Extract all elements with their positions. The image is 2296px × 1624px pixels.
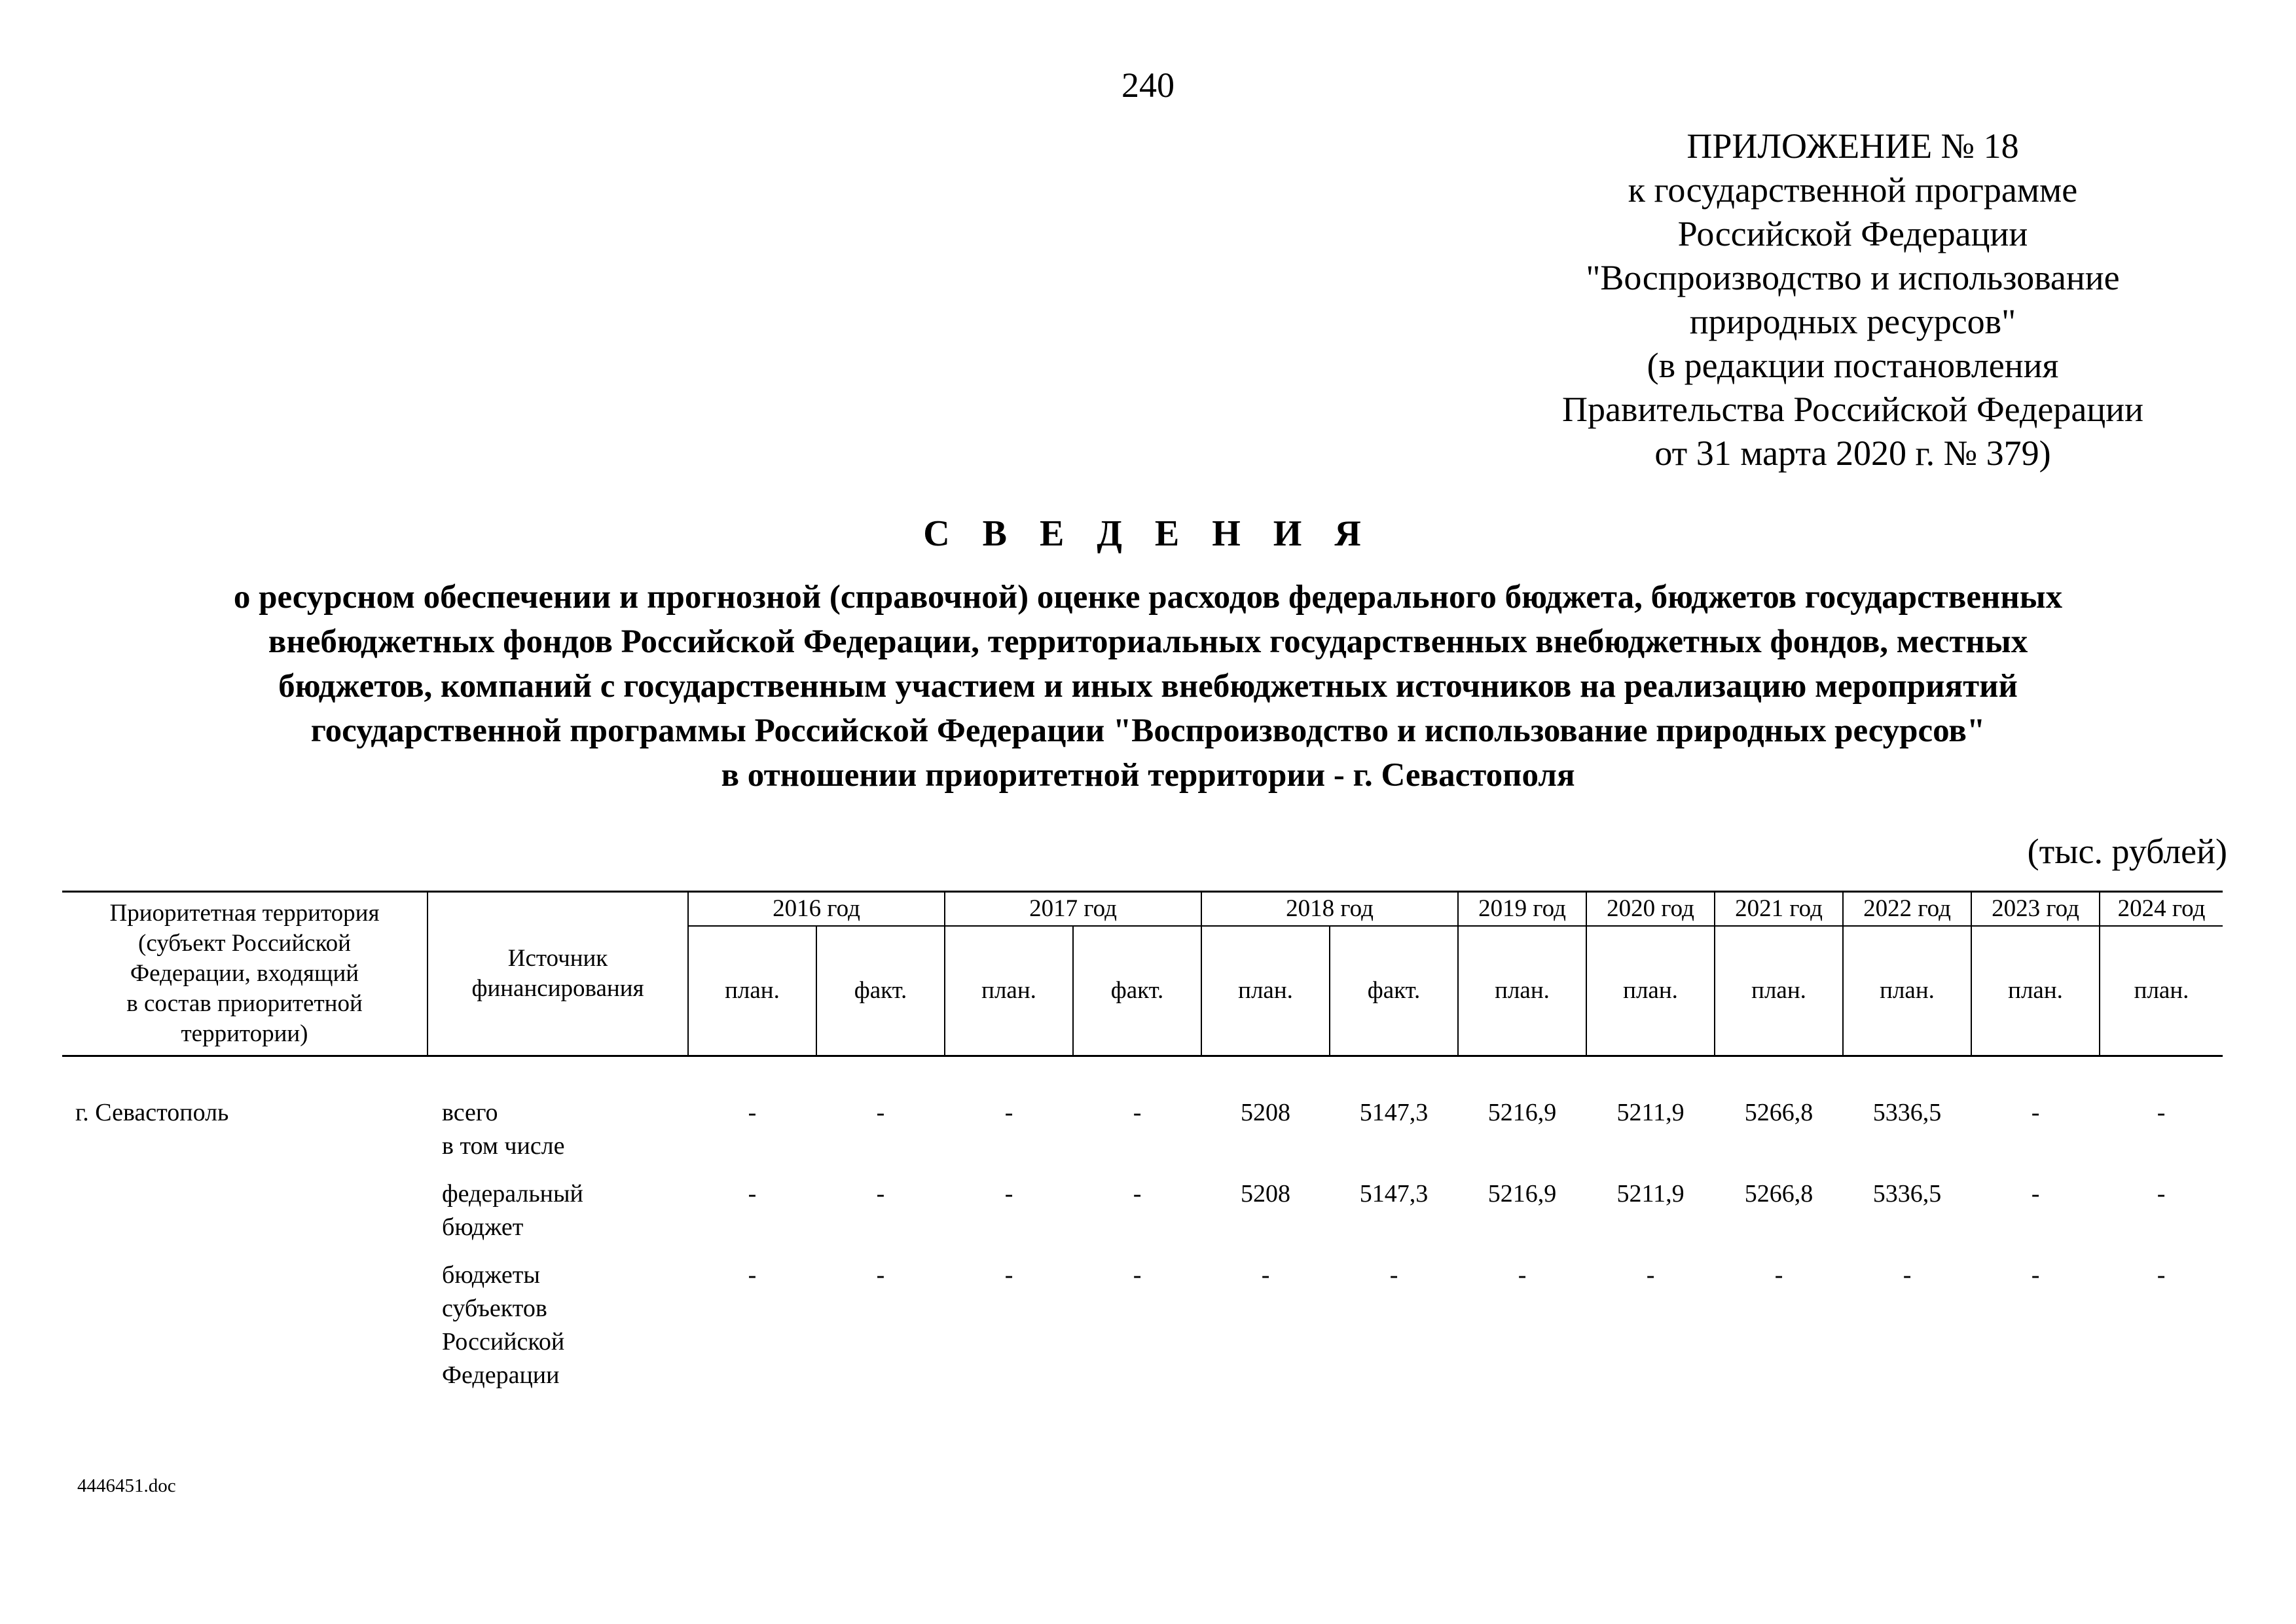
- funding-table: [62, 891, 2223, 1407]
- value-cell: -: [748, 1099, 757, 1126]
- header-kind: план.: [2100, 926, 2223, 1056]
- value-cell: -: [748, 1180, 757, 1208]
- value-cell: -: [2157, 1261, 2166, 1289]
- subtitle-line: внебюджетных фондов Российской Федерации, территориальных государственных внебюджетных фондов, местных: [268, 623, 2028, 660]
- funding-table-wrapper: [62, 891, 2223, 1407]
- value-cell: 5216,9: [1487, 1099, 1557, 1126]
- header-territory-line: Федерации, входящий: [130, 960, 359, 987]
- source-line: Российской: [442, 1328, 565, 1356]
- header-kind: план.: [1586, 926, 1715, 1056]
- value-cell: -: [1004, 1099, 1013, 1126]
- header-year-2023: 2023 год: [1971, 892, 2100, 927]
- source-line: в том числе: [442, 1132, 565, 1160]
- header-year-2022: 2022 год: [1843, 892, 1971, 927]
- header-territory-line: территории): [181, 1020, 308, 1047]
- value-cell: -: [876, 1099, 885, 1126]
- value-cell: 5208: [1241, 1180, 1291, 1208]
- appendix-line: "Воспроизводство и использование: [1586, 258, 2120, 297]
- appendix-line: ПРИЛОЖЕНИЕ № 18: [1686, 126, 2019, 166]
- territory-cell: г. Севастополь: [75, 1099, 229, 1126]
- units-label: (тыс. рублей): [2027, 832, 2227, 871]
- source-line: бюджеты: [442, 1261, 540, 1289]
- value-cell: -: [2157, 1180, 2166, 1208]
- header-kind: план.: [1201, 926, 1330, 1056]
- value-cell: -: [2031, 1180, 2040, 1208]
- source-line: бюджет: [442, 1213, 524, 1241]
- territory-cell-empty: [62, 1177, 428, 1259]
- appendix-line: Правительства Российской Федерации: [1562, 390, 2143, 429]
- header-kind: факт.: [1073, 926, 1201, 1056]
- header-territory: [62, 892, 428, 1056]
- header-kind: план.: [945, 926, 1073, 1056]
- header-source: [428, 892, 688, 1056]
- value-cell: -: [876, 1180, 885, 1208]
- header-kind: факт.: [816, 926, 945, 1056]
- header-source-line: финансирования: [471, 975, 644, 1002]
- value-cell: 5147,3: [1359, 1180, 1429, 1208]
- value-cell: -: [1389, 1261, 1398, 1289]
- header-territory-line: Приоритетная территория: [109, 900, 380, 927]
- appendix-block: [1493, 124, 2213, 475]
- header-year-2020: 2020 год: [1586, 892, 1715, 927]
- header-kind: план.: [1843, 926, 1971, 1056]
- value-cell: -: [1133, 1099, 1142, 1126]
- value-cell: -: [1774, 1261, 1783, 1289]
- source-cell: [428, 1056, 688, 1178]
- territory-cell-empty: [62, 1259, 428, 1407]
- appendix-line: к государственной программе: [1628, 170, 2078, 210]
- page-number: 240: [1121, 65, 1175, 105]
- header-territory-line: в состав приоритетной: [126, 990, 363, 1017]
- source-line: всего: [442, 1099, 498, 1126]
- value-cell: -: [1133, 1180, 1142, 1208]
- value-cell: 5211,9: [1616, 1180, 1685, 1208]
- document-title: С В Е Д Е Н И Я: [923, 513, 1373, 554]
- table-header-years: [62, 892, 2223, 927]
- header-kind: план.: [1458, 926, 1586, 1056]
- header-year-2017: 2017 год: [945, 892, 1201, 927]
- source-line: субъектов: [442, 1295, 547, 1322]
- value-cell: -: [2031, 1099, 2040, 1126]
- table-row: [62, 1056, 2223, 1178]
- appendix-line: (в редакции постановления: [1647, 346, 2059, 385]
- value-cell: -: [1004, 1180, 1013, 1208]
- value-cell: 5147,3: [1359, 1099, 1429, 1126]
- source-cell: [428, 1259, 688, 1407]
- value-cell: -: [2031, 1261, 2040, 1289]
- value-cell: -: [1646, 1261, 1655, 1289]
- value-cell: -: [2157, 1099, 2166, 1126]
- value-cell: -: [1518, 1261, 1527, 1289]
- subtitle-line: о ресурсном обеспечении и прогнозной (справочной) оценке расходов федерального бюджета, бюджетов государственных: [233, 579, 2063, 616]
- source-cell: [428, 1177, 688, 1259]
- appendix-line: от 31 марта 2020 г. № 379): [1654, 434, 2051, 473]
- header-year-2016: 2016 год: [688, 892, 945, 927]
- footer-document-code: 4446451.doc: [77, 1475, 176, 1496]
- header-year-2018: 2018 год: [1201, 892, 1458, 927]
- header-year-2019: 2019 год: [1458, 892, 1586, 927]
- source-line: федеральный: [442, 1180, 583, 1208]
- subtitle-line: в отношении приоритетной территории - г. Севастополя: [721, 757, 1575, 794]
- value-cell: 5216,9: [1487, 1180, 1557, 1208]
- value-cell: -: [1903, 1261, 1912, 1289]
- value-cell: 5336,5: [1872, 1180, 1942, 1208]
- value-cell: -: [876, 1261, 885, 1289]
- source-line: Федерации: [442, 1361, 560, 1389]
- table-row: [62, 1177, 2223, 1259]
- header-source-line: Источник: [507, 945, 608, 972]
- header-kind: факт.: [1330, 926, 1458, 1056]
- value-cell: 5266,8: [1744, 1180, 1813, 1208]
- value-cell: 5336,5: [1872, 1099, 1942, 1126]
- subtitle-line: бюджетов, компаний с государственным участием и иных внебюджетных источников на реализацию мероприятий: [278, 668, 2018, 705]
- header-territory-line: (субъект Российской: [138, 930, 351, 957]
- value-cell: -: [1133, 1261, 1142, 1289]
- header-year-2021: 2021 год: [1715, 892, 1843, 927]
- value-cell: -: [1261, 1261, 1270, 1289]
- table-row: [62, 1259, 2223, 1407]
- appendix-line: природных ресурсов": [1689, 302, 2016, 341]
- value-cell: 5208: [1241, 1099, 1291, 1126]
- header-kind: план.: [1971, 926, 2100, 1056]
- value-cell: -: [1004, 1261, 1013, 1289]
- value-cell: 5266,8: [1744, 1099, 1813, 1126]
- value-cell: -: [748, 1261, 757, 1289]
- header-kind: план.: [1715, 926, 1843, 1056]
- header-kind: план.: [688, 926, 816, 1056]
- appendix-line: Российской Федерации: [1677, 214, 2028, 253]
- subtitle-line: государственной программы Российской Федерации "Воспроизводство и использование природных ресурсов": [310, 712, 1986, 749]
- document-subtitle: [79, 575, 2217, 798]
- value-cell: 5211,9: [1616, 1099, 1685, 1126]
- header-year-2024: 2024 год: [2100, 892, 2223, 927]
